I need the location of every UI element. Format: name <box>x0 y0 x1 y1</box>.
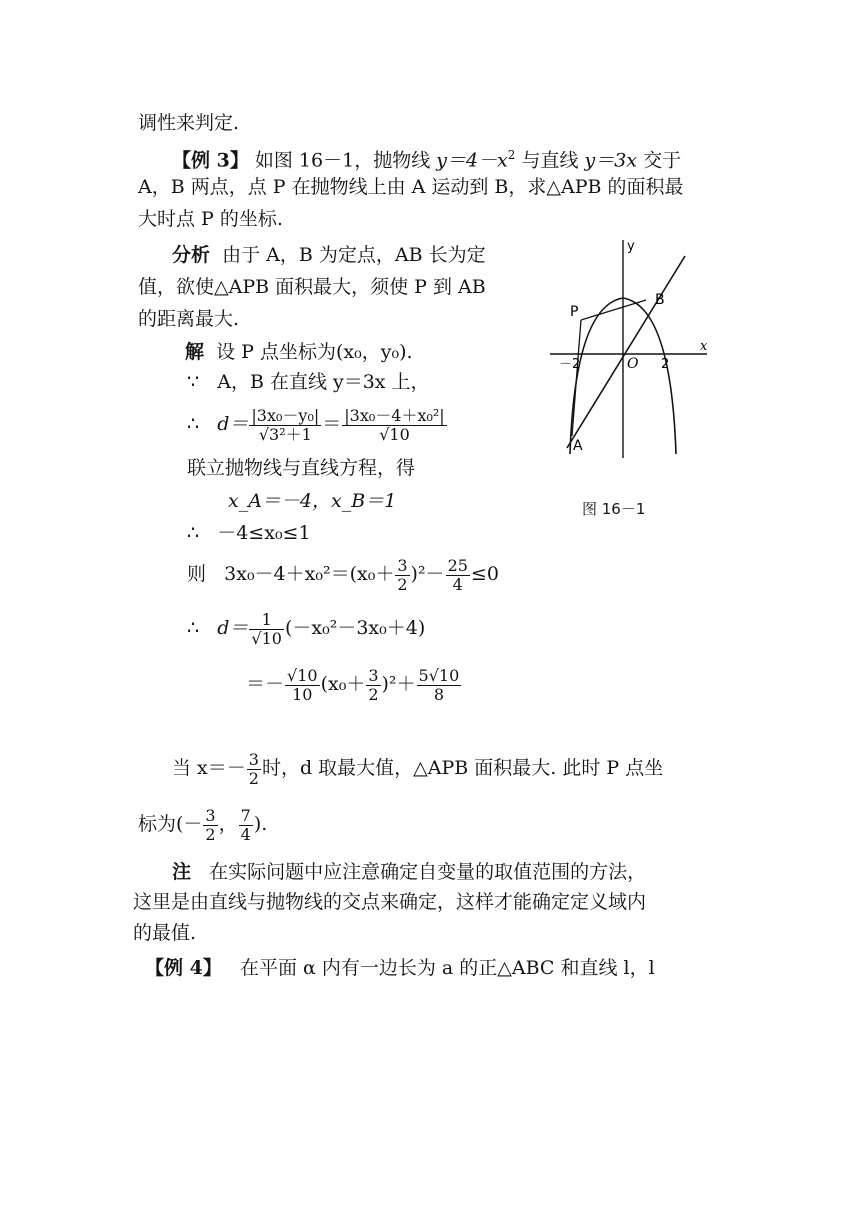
segment-PB <box>581 300 646 320</box>
x-axis-label: x <box>700 339 708 354</box>
fraction-denominator: 8 <box>433 684 444 704</box>
analysis-line-2 <box>138 275 486 299</box>
math-expr: )²＋ <box>381 673 416 695</box>
line-text: 的距离最大. <box>138 308 240 330</box>
line-text: 在实际问题中应注意确定自变量的取值范围的方法， <box>209 861 647 883</box>
tick-label-neg2: －2 <box>559 357 581 372</box>
line-text: ). <box>253 813 268 835</box>
line-text: 这里是由直线与抛物线的交点来确定，这样才能确定定义域内 <box>133 891 647 913</box>
line-text: 调性来判定. <box>138 112 240 134</box>
conclusion-line-2 <box>138 800 267 848</box>
analysis-tag: 分析 <box>172 244 211 266</box>
line-text: 如图 16－1，抛物线 <box>254 149 437 172</box>
line-text: 由于 A，B 为定点，AB 长为定 <box>222 244 486 266</box>
math-expr: y＝3x <box>584 149 638 172</box>
fraction <box>395 557 409 594</box>
point-B-label: B <box>655 292 665 308</box>
solution-line-1 <box>185 340 413 364</box>
line-text: ， <box>218 813 238 835</box>
solution-tag: 解 <box>185 341 205 363</box>
distance-formula <box>187 400 448 448</box>
math-expr: ＝－ <box>246 673 285 695</box>
tick-label-2: 2 <box>661 357 670 372</box>
note-line-1 <box>172 860 646 884</box>
math-expr: y＝4－x <box>436 149 508 172</box>
fraction-denominator: √3²＋1 <box>258 424 312 444</box>
fraction <box>249 611 284 648</box>
fraction-numerator: 25 <box>447 555 468 575</box>
fraction-numerator: 7 <box>240 805 251 825</box>
fraction-denominator: 2 <box>368 684 379 704</box>
fraction-numerator: 3 <box>205 805 216 825</box>
math-expr: －4≤x₀≤1 <box>217 522 311 544</box>
line-text: 当 x＝－ <box>172 757 246 779</box>
conclusion-line-1 <box>172 744 663 792</box>
fraction-numerator: 3 <box>248 749 259 769</box>
solution-line-4 <box>228 489 396 513</box>
example-3-line-1: 【例 3】 如图 16－1，抛物线 $y=4-x^2$ 与直线 y＝3x 交于 <box>172 148 682 172</box>
fraction-denominator: 10 <box>292 684 313 704</box>
fraction <box>247 751 261 788</box>
fraction-numerator: 5√10 <box>418 665 460 685</box>
line-text: 时，d 取最大值，△APB 面积最大. 此时 P 点坐 <box>261 757 664 779</box>
figure-caption: 图 16－1 <box>582 500 646 518</box>
fraction <box>285 667 320 704</box>
point-P-label: P <box>570 304 579 320</box>
math-expr: )²－ <box>410 563 445 585</box>
text-line <box>138 111 239 135</box>
point-A-label: A <box>573 438 583 454</box>
math-expr: x_A＝－4，x_B＝1 <box>228 490 397 512</box>
line-text: 标为(－ <box>138 813 203 835</box>
fraction <box>366 667 380 704</box>
fraction-denominator: √10 <box>379 424 410 444</box>
example-3-line-2 <box>138 175 684 199</box>
math-expr: ≤0 <box>470 563 499 585</box>
fraction-denominator: 4 <box>452 574 463 594</box>
fraction-numerator: √10 <box>287 665 318 685</box>
fraction-denominator: 2 <box>248 768 259 788</box>
solution-line-6 <box>187 550 499 598</box>
note-line-3 <box>133 921 196 945</box>
line-text: 交于 <box>637 149 682 172</box>
therefore-symbol: ∴ <box>187 617 200 639</box>
note-line-2 <box>133 890 646 914</box>
line-text: 在平面 α 内有一边长为 a 的正△ABC 和直线 l，l <box>239 957 655 979</box>
fraction-numerator: |3x₀－y₀| <box>251 405 320 425</box>
line-text: A，B 两点，点 P 在抛物线上由 A 运动到 B，求△APB 的面积最 <box>138 176 684 198</box>
fraction <box>417 667 462 704</box>
fraction <box>249 407 321 444</box>
analysis-line-3 <box>138 307 239 331</box>
line-text: 的最值. <box>133 922 197 944</box>
example-3-line-3 <box>138 207 283 231</box>
segment-PA <box>572 320 581 436</box>
math-expr: d＝ <box>217 617 249 639</box>
example-4-tag: 【例 4】 <box>145 957 222 979</box>
fraction-denominator: 2 <box>397 574 408 594</box>
fraction <box>203 807 217 844</box>
example-4-line <box>145 956 655 980</box>
fraction <box>239 807 253 844</box>
fraction <box>342 407 446 444</box>
fraction-numerator: 1 <box>249 611 284 630</box>
solution-line-2 <box>187 370 430 394</box>
math-expr: d＝ <box>217 413 249 435</box>
line-y-3x <box>567 256 685 448</box>
fraction-denominator: 4 <box>240 824 251 844</box>
analysis-line-1 <box>172 243 486 267</box>
fraction-numerator: |3x₀－4＋x₀²| <box>344 405 445 425</box>
solution-line-5 <box>187 521 311 545</box>
then-word: 则 <box>187 563 207 585</box>
line-text: 设 P 点坐标为(x₀，y₀). <box>216 341 413 363</box>
line-text: 值，欲使△APB 面积最大，须使 P 到 AB <box>138 276 486 298</box>
line-text: A，B 在直线 y＝3x 上， <box>217 371 430 393</box>
because-symbol: ∵ <box>187 371 200 393</box>
parabola-figure <box>545 236 715 466</box>
fraction-numerator: 3 <box>368 665 379 685</box>
solution-line-3 <box>187 456 415 480</box>
distance-line-2 <box>187 604 425 652</box>
example-3-tag: 【例 3】 <box>172 149 249 172</box>
line-text: 与直线 <box>515 149 585 172</box>
fraction-numerator: 3 <box>397 555 408 575</box>
therefore-symbol: ∴ <box>187 522 200 544</box>
note-tag: 注 <box>172 861 192 883</box>
equals: ＝ <box>322 413 342 435</box>
fraction-denominator: √10 <box>251 628 282 648</box>
line-text: 大时点 P 的坐标. <box>138 208 283 230</box>
math-expr: 3x₀－4＋x₀²＝(x₀＋ <box>224 563 395 585</box>
origin-label: O <box>627 356 639 372</box>
math-expr: (－x₀²－3x₀＋4) <box>284 617 426 639</box>
distance-line-3 <box>246 660 462 708</box>
y-axis-label: y <box>627 239 635 254</box>
math-expr: (x₀＋ <box>320 673 366 695</box>
fraction <box>446 557 470 594</box>
therefore-symbol: ∴ <box>187 413 200 435</box>
fraction-denominator: 2 <box>205 824 216 844</box>
line-text: 联立抛物线与直线方程，得 <box>187 457 416 479</box>
